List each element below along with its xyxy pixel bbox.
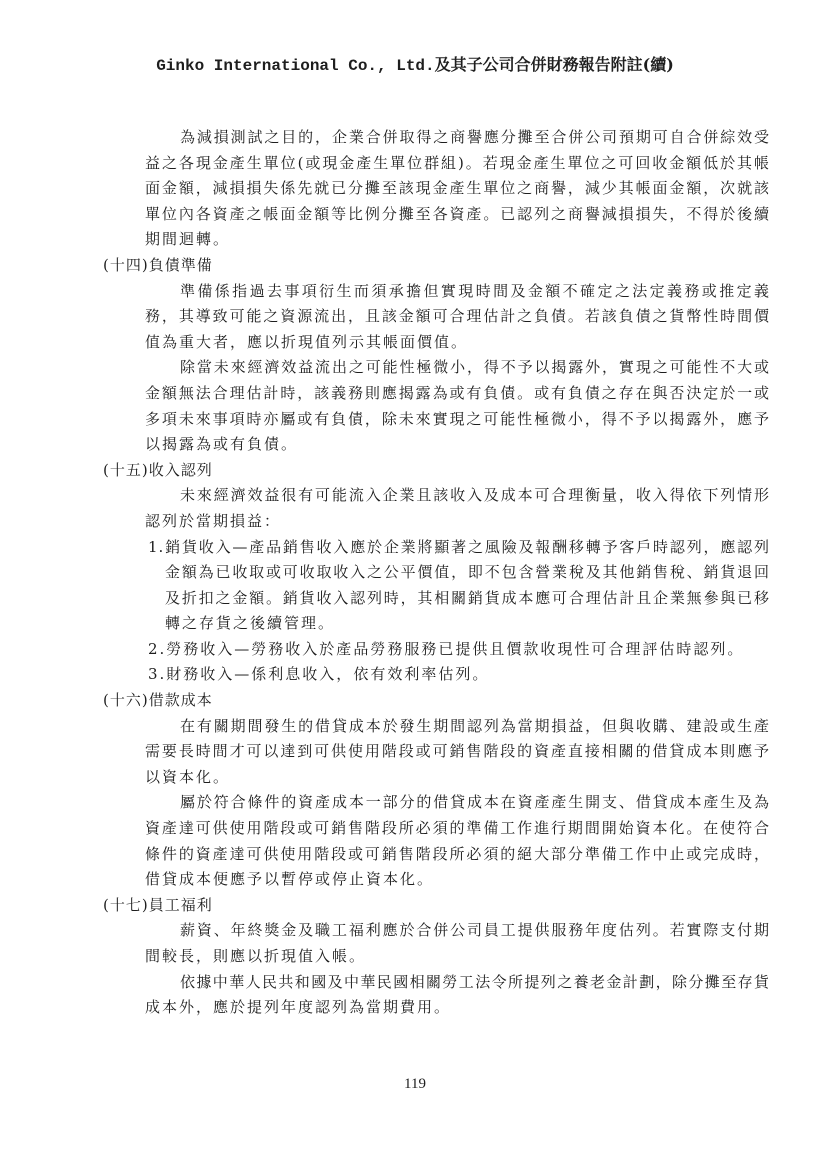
text-line: 依據中華人民共和國及中華民國相關勞工法令所提列之養老金計劃，除分攤至存貨 [180, 972, 770, 991]
report-header [0, 52, 830, 79]
text-line: 多項未來事項時亦屬或有負債，除未來實現之可能性極微小，得不予以揭露外，應予 [145, 409, 770, 428]
note-section [0, 458, 830, 688]
text-line: 資產達可供使用階段或可銷售階段所必須的準備工作進行期間開始資本化。在使符合 [145, 819, 770, 838]
paragraph [0, 125, 830, 253]
list-item [0, 662, 830, 688]
section-heading: (十四)負債準備 [103, 255, 213, 274]
text-line: 以資本化。 [145, 767, 231, 786]
text-line: 條件的資產達可供使用階段或可銷售階段所必須的絕大部分準備工作中止或完成時， [145, 844, 770, 863]
section-heading: (十六)借款成本 [103, 691, 213, 710]
paragraph [0, 790, 830, 892]
note-section [0, 125, 830, 253]
paragraph [0, 918, 830, 969]
text-line: 屬於符合條件的資產成本一部分的借貸成本在資產產生開支、借貸成本產生及為 [180, 793, 770, 812]
paragraph [0, 355, 830, 457]
text-line: 間較長，則應以折現值入帳。 [145, 947, 367, 965]
list-item [0, 637, 830, 663]
page-number: 119 [404, 1076, 426, 1092]
text-line: 金額無法合理估計時，該義務則應揭露為或有負債。或有負債之存在與否決定於一或 [145, 383, 770, 402]
paragraph [0, 970, 830, 1021]
paragraph [0, 279, 830, 356]
note-section [0, 893, 830, 1021]
text-line: 值為重大者，應以折現值列示其帳面價值。 [145, 332, 469, 351]
text-line: 在有關期間發生的借貸成本於發生期間認列為當期損益，但與收購、建設或生產 [180, 716, 770, 735]
report-title: 及其子公司合併財務報告附註(續) [434, 55, 674, 74]
text-line: 借貸成本便應予以暫停或停止資本化。 [145, 870, 435, 889]
text-line: 2.勞務收入—勞務收入於產品勞務服務已提供且價款收現性可合理評估時認列。 [148, 639, 745, 658]
notes-body [0, 125, 830, 1021]
text-line: 3.財務收入—係利息收入，依有效利率估列。 [148, 665, 490, 684]
text-line: 認列於當期損益： [145, 511, 282, 530]
text-line: 1.銷貨收入—產品銷售收入應於企業將顯著之風險及報酬移轉予客戶時認列，應認列 [148, 537, 770, 556]
note-section [0, 688, 830, 893]
text-line: 單位內各資產之帳面金額等比例分攤至各資產。已認列之商譽減損損失，不得於後續 [145, 204, 770, 223]
text-line: 未來經濟效益很有可能流入企業且該收入及成本可合理衡量，收入得依下列情形 [180, 486, 770, 505]
text-line: 務，其導致可能之資源流出，且該金額可合理估計之負債。若該負債之貨幣性時間價 [145, 307, 770, 326]
paragraph [0, 714, 830, 791]
text-line: 以揭露為或有負債。 [145, 435, 299, 454]
paragraph [0, 483, 830, 534]
section-heading: (十七)員工福利 [103, 895, 213, 914]
text-line: 益之各現金產生單位(或現金產生單位群組)。若現金產生單位之可回收金額低於其帳 [145, 153, 770, 172]
text-line: 薪資、年終獎金及職工福利應於合併公司員工提供服務年度估列。若實際支付期 [180, 921, 770, 940]
company-name: Ginko International Co., Ltd. [156, 57, 435, 75]
note-section [0, 253, 830, 458]
text-line: 及折扣之金額。銷貨收入認列時，其相關銷貨成本應可合理估計且企業無參與已移 [165, 588, 770, 607]
text-line: 需要長時間才可以達到可供使用階段或可銷售階段的資產直接相關的借貸成本則應予 [145, 742, 770, 761]
section-heading: (十五)收入認列 [103, 460, 213, 479]
list-item [0, 535, 830, 637]
text-line: 期間迴轉。 [145, 230, 231, 249]
text-line: 金額為已收取或可收取收入之公平價值，即不包含營業稅及其他銷售稅、銷貨退回 [165, 563, 770, 582]
text-line: 準備係指過去事項衍生而須承擔但實現時間及金額不確定之法定義務或推定義 [180, 281, 770, 300]
text-line: 除當未來經濟效益流出之可能性極微小，得不予以揭露外，實現之可能性不大或 [180, 358, 770, 377]
text-line: 面金額，減損損失係先就已分攤至該現金產生單位之商譽，減少其帳面金額，次就該 [145, 179, 770, 198]
text-line: 為減損測試之目的，企業合併取得之商譽應分攤至合併公司預期可自合併綜效受 [180, 128, 770, 146]
text-line: 轉之存貨之後續管理。 [165, 614, 336, 633]
text-line: 成本外，應於提列年度認列為當期費用。 [145, 998, 452, 1017]
